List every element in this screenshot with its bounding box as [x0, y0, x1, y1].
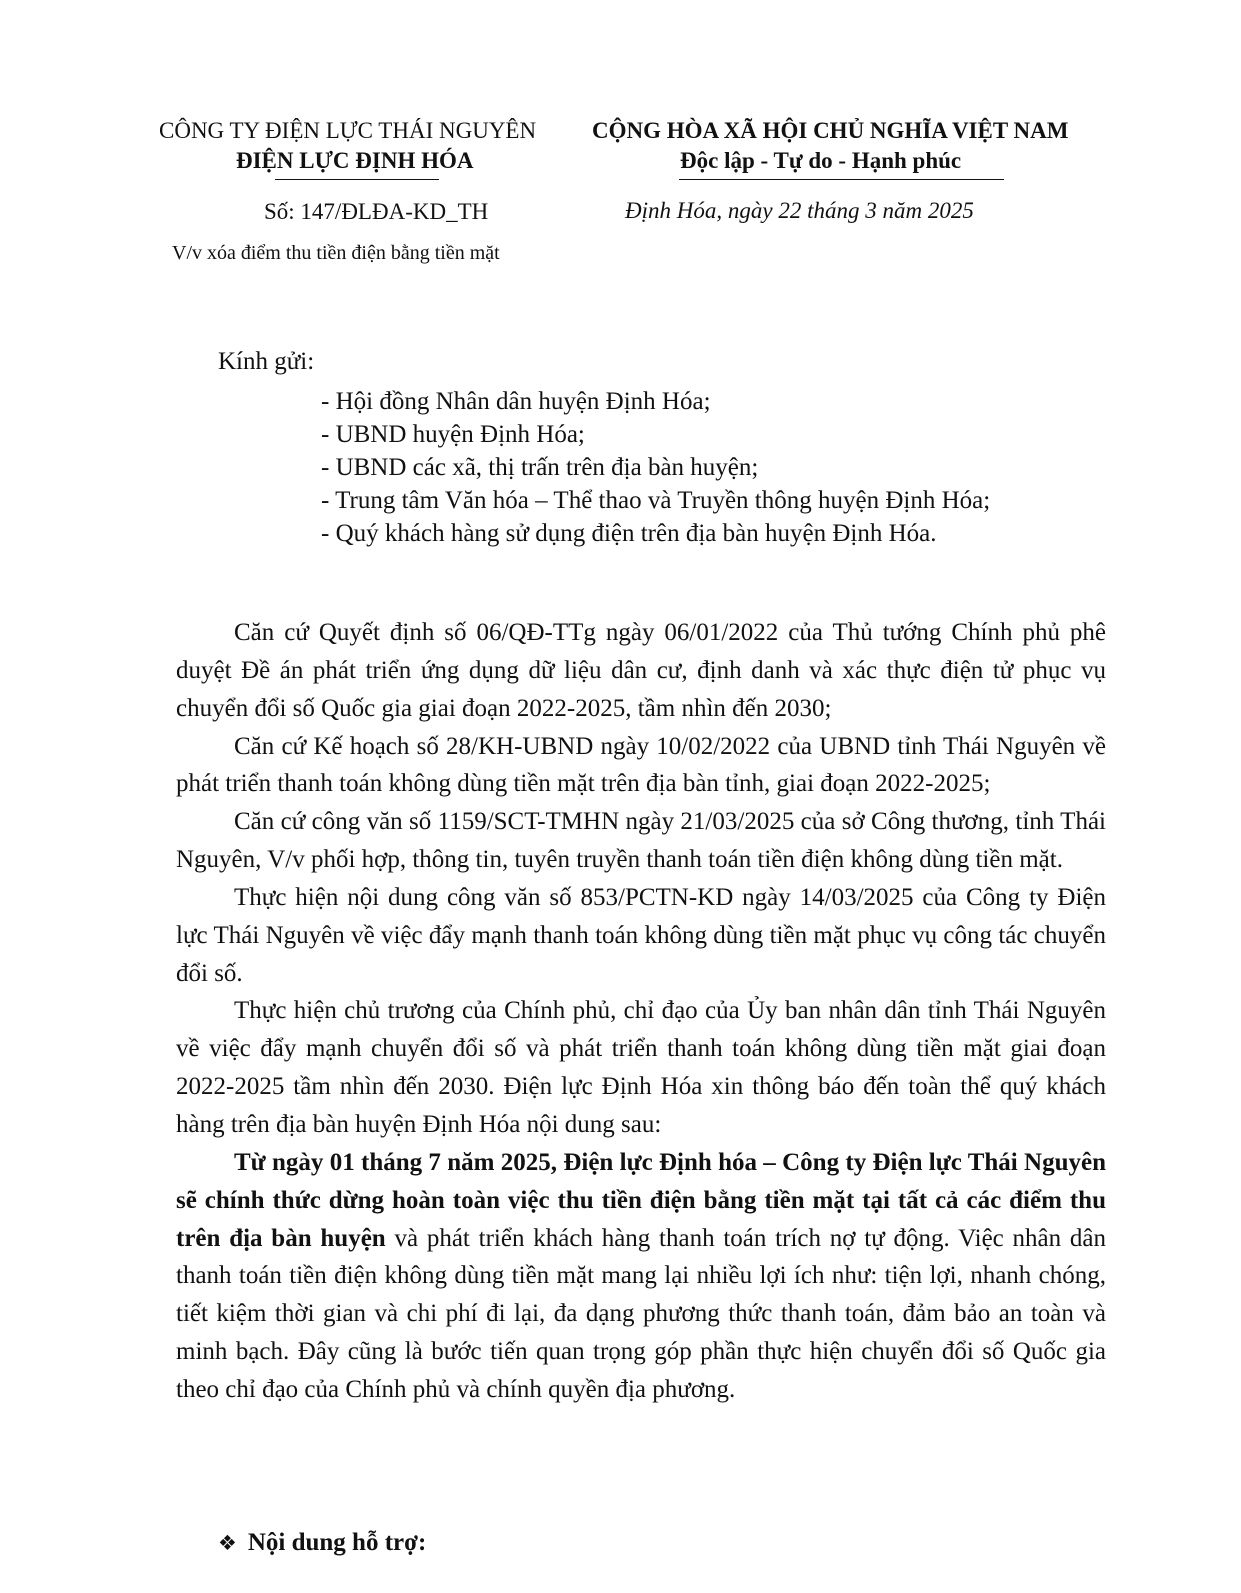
support-heading — [218, 1528, 426, 1558]
recipient-item: - Quý khách hàng sử dụng điện trên địa bàn huyện Định Hóa. — [321, 520, 937, 547]
announcement-paragraph — [176, 1144, 1106, 1409]
support-heading-text: Nội dung hỗ trợ: — [247, 1529, 427, 1556]
doc-number: Số: 147/ĐLĐA-KD_TH — [264, 199, 489, 224]
org-parent: CÔNG TY ĐIỆN LỰC THÁI NGUYÊN — [159, 118, 537, 143]
doc-subject: V/v xóa điểm thu tiền điện bằng tiền mặt — [172, 242, 500, 264]
implementation-paragraph: Thực hiện nội dung công văn số 853/PCTN-KD ngày 14/03/2025 của Công ty Điện lực Thái Nguyên về việc đẩy mạnh thanh toán không dùng tiền mặt phục vụ công tác chuyển đổi số. — [176, 883, 1106, 987]
announcement-text: và phát triển khách hàng thanh toán trích nợ tự động. Việc nhân dân thanh toán tiền điện không dùng tiền mặt mang lại nhiều lợi ích như: tiện lợi, nhanh chóng, tiết kiệm thời gian và chi phí đi lại, đa dạng phương thức thanh toán, đảm bảo an toàn và minh bạch. Đây cũng là bước tiến quan trọng góp phần thực hiện chuyển đổi số Quốc gia theo chỉ đạo của Chính phủ và chính quyền địa phương. — [176, 1224, 1106, 1403]
motto-underline — [679, 179, 1004, 180]
implementation-paragraph: Thực hiện chủ trương của Chính phủ, chỉ đạo của Ủy ban nhân dân tỉnh Thái Nguyên về việc đẩy mạnh chuyển đổi số và phát triển thanh toán không dùng tiền mặt giai đoạn 2022-2025 tầm nhìn đến 2030. Điện lực Định Hóa xin thông báo đến toàn thể quý khách hàng trên địa bàn huyện Định Hóa nội dung sau: — [176, 997, 1106, 1138]
national-title: CỘNG HÒA XÃ HỘI CHỦ NGHĨA VIỆT NAM — [592, 118, 1069, 143]
national-motto: Độc lập - Tự do - Hạnh phúc — [680, 148, 962, 173]
recipient-item: - Trung tâm Văn hóa – Thể thao và Truyền thông huyện Định Hóa; — [321, 487, 991, 514]
recipient-item: - UBND huyện Định Hóa; — [321, 421, 585, 448]
recipient-item: - Hội đồng Nhân dân huyện Định Hóa; — [321, 388, 711, 415]
diamond-bullet-icon: ❖ — [218, 1531, 237, 1555]
letter-body — [176, 614, 1106, 1409]
salutation: Kính gửi: — [218, 348, 315, 375]
recipient-item: - UBND các xã, thị trấn trên địa bàn huyện; — [321, 454, 759, 481]
place-date: Định Hóa, ngày 22 tháng 3 năm 2025 — [625, 198, 974, 223]
legal-basis-paragraph: Căn cứ công văn số 1159/SCT-TMHN ngày 21/03/2025 của sở Công thương, tỉnh Thái Nguyên, V/v phối hợp, thông tin, tuyên truyền thanh toán tiền điện không dùng tiền mặt. — [176, 808, 1106, 874]
legal-basis-paragraph: Căn cứ Kế hoạch số 28/KH-UBND ngày 10/02/2022 của UBND tỉnh Thái Nguyên về phát triển thanh toán không dùng tiền mặt trên địa bàn tỉnh, giai đoạn 2022-2025; — [176, 732, 1106, 798]
legal-basis-paragraph: Căn cứ Quyết định số 06/QĐ-TTg ngày 06/01/2022 của Thủ tướng Chính phủ phê duyệt Đề án phát triển ứng dụng dữ liệu dân cư, định danh và xác thực điện tử phục vụ chuyển đổi số Quốc gia giai đoạn 2022-2025, tầm nhìn đến 2030; — [176, 619, 1106, 722]
org-unit: ĐIỆN LỰC ĐỊNH HÓA — [236, 148, 474, 173]
announcement-bold: Từ ngày 01 tháng 7 năm 2025, Điện lực Định hóa – Công ty Điện lực Thái Nguyên sẽ chính thức dừng hoàn toàn việc thu tiền điện bằng tiền mặt tại tất cả các điểm thu trên địa bàn huyện — [176, 1148, 1106, 1252]
org-unit-underline — [275, 179, 439, 180]
